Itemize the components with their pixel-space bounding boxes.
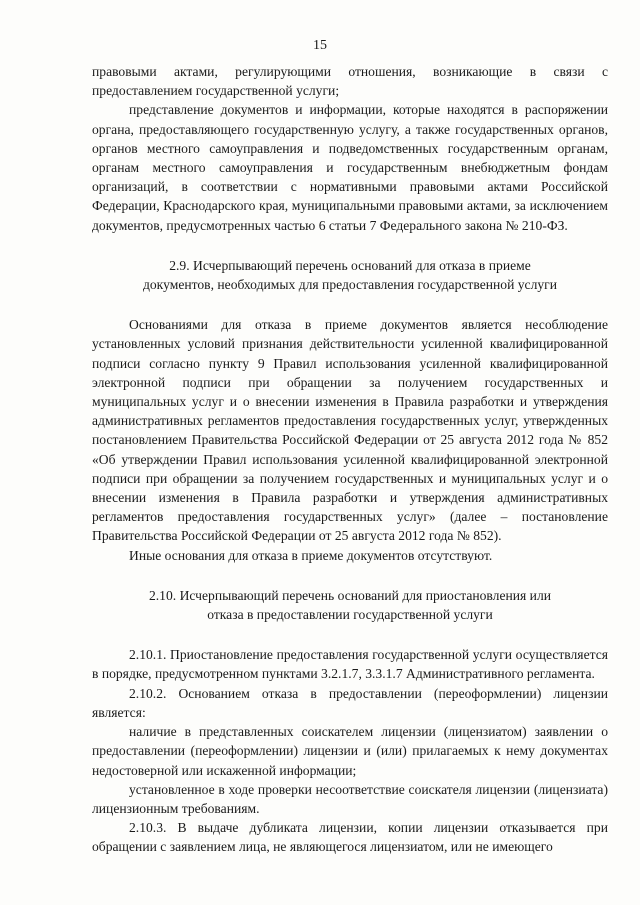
paragraph-2-10-2: 2.10.2. Основанием отказа в предоставлении (переоформлении) лицензии является: xyxy=(92,685,608,720)
section-heading-2-10-line2: отказа в предоставлении государственной услуги xyxy=(207,607,493,623)
document-body xyxy=(92,62,608,857)
paragraph-false-information: наличие в представленных соискателем лицензии (лицензиатом) заявлении о предоставлении (переоформлении) лицензии и (или) прилагаемых к нему документах недостоверной или искаженной информации; xyxy=(92,724,608,778)
section-heading-2-10-line1: 2.10. Исчерпывающий перечень оснований для приостановления или xyxy=(148,587,552,603)
page-number: 15 xyxy=(313,38,327,53)
section-heading-2-9-line1: 2.9. Исчерпывающий перечень оснований для отказа в приеме xyxy=(169,257,531,273)
paragraph-refusal-grounds: Основаниями для отказа в приеме документов является несоблюдение установленных условий признания действительности усиленной квалифицированной подписи согласно пункту 9 Правил использования усиленной квалифицированной электронной подписи при обращении за получением государственных и муниципальных услуг и о внесении изменения в Правила разработки и утверждения административных регламентов предоставления государственных услуг, утвержденных постановлением Правительства Российской Федерации от 25 августа 2012 года № 852 «Об утверждении Правил использования усиленной квалифицированной электронной подписи при обращении за получением государственных и муниципальных услуг и о внесении изменения в Правила разработки и утверждения административных регламентов предоставления государственных услуг» (далее – постановление Правительства Российской Федерации от 25 августа 2012 года № 852). xyxy=(92,317,608,544)
section-heading-2-9 xyxy=(92,256,608,294)
paragraph-noncompliance: установленное в ходе проверки несоответствие соискателя лицензии (лицензиата) лицензионным требованиям. xyxy=(92,781,608,816)
paragraph-no-other-grounds: Иные основания для отказа в приеме документов отсутствуют. xyxy=(129,547,493,563)
paragraph-2-10-1: 2.10.1. Приостановление предоставления государственной услуги осуществляется в порядке, предусмотренном пунктами 3.2.1.7, 3.3.1.7 Административного регламента. xyxy=(92,647,608,682)
paragraph-continuation: правовыми актами, регулирующими отношения, возникающие в связи с предоставлением государственной услуги; xyxy=(92,64,608,99)
paragraph-2-10-3: 2.10.3. В выдаче дубликата лицензии, копии лицензии отказывается при обращении с заявлением лица, не являющегося лицензиатом, или не имеющего xyxy=(92,820,608,855)
paragraph-documents-in-possession: представление документов и информации, которые находятся в распоряжении органа, предоставляющего государственную услугу, а также государственных органов, органов местного самоуправления и подведомственных государственным органам, органам местного самоуправления и государственным внебюджетным фондам организаций, в соответствии с нормативными правовыми актами Российской Федерации, Краснодарского края, муниципальными правовыми актами, за исключением документов, предусмотренных частью 6 статьи 7 Федерального закона № 210-ФЗ. xyxy=(92,102,608,233)
section-heading-2-10 xyxy=(92,586,608,624)
section-heading-2-9-line2: документов, необходимых для предоставления государственной услуги xyxy=(142,277,558,293)
